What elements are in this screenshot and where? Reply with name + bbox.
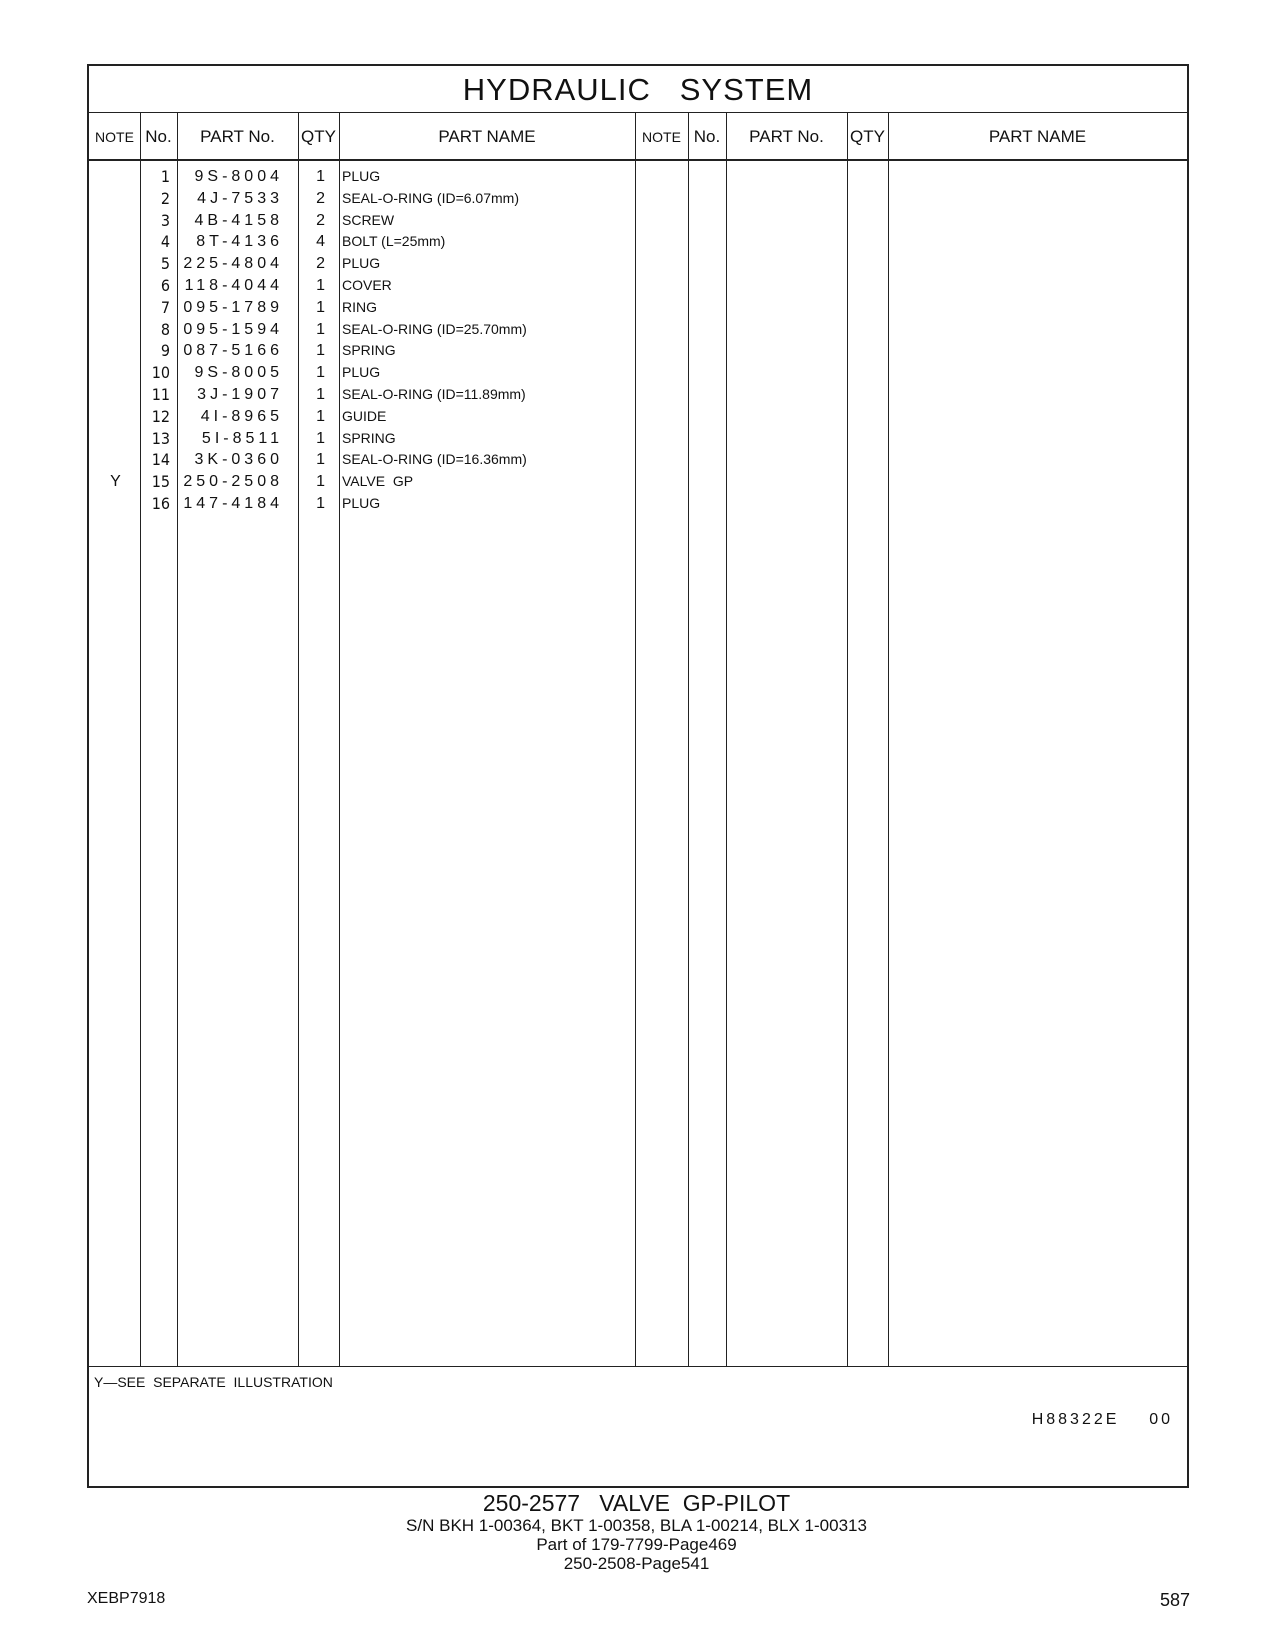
note-cell (89, 492, 142, 515)
note-cell (89, 165, 142, 188)
part-number-cell: 3J-1907 (197, 386, 283, 403)
item-number-cell: 8 (160, 319, 170, 339)
quantity-cell: 2 (316, 189, 325, 207)
note-cell (89, 405, 142, 428)
note-cell (89, 339, 142, 362)
quantity-cell: 1 (316, 429, 325, 447)
quantity-cell: 1 (316, 386, 325, 403)
note-cell (89, 296, 142, 319)
item-number-cell: 12 (151, 406, 170, 426)
part-name-cell: PLUG (342, 255, 381, 272)
note-cell (89, 361, 142, 384)
part-name-cell: SEAL-O-RING (ID=6.07mm) (342, 189, 519, 206)
item-number-cell: 13 (151, 428, 170, 448)
part-name-cell: SEAL-O-RING (ID=11.89mm) (342, 386, 526, 402)
quantity-cell: 4 (316, 233, 325, 251)
table-row (89, 427, 639, 450)
item-number-cell: 7 (160, 297, 170, 317)
column-divider (847, 113, 848, 1366)
item-number-cell: 6 (160, 276, 170, 295)
item-number-cell: 2 (160, 188, 170, 208)
table-row (89, 361, 639, 384)
note-cell (89, 274, 142, 297)
item-number-cell: 5 (160, 254, 170, 274)
part-name-cell: PLUG (342, 495, 381, 511)
table-row (89, 187, 639, 210)
col-header-qty-left: QTY (301, 127, 336, 146)
table-row (89, 230, 639, 253)
table-row (89, 209, 639, 232)
part-number-cell: 9S-8005 (194, 364, 283, 382)
col-header-partname-right: PART NAME (988, 127, 1087, 146)
drawing-code: H88322E 00 (1031, 1411, 1173, 1428)
quantity-cell: 1 (316, 298, 325, 316)
quantity-cell: 1 (316, 495, 325, 512)
table-row (89, 296, 639, 319)
footer-divider (89, 1366, 1187, 1367)
item-number-cell: 1 (160, 167, 170, 186)
quantity-cell: 1 (316, 277, 325, 294)
quantity-cell: 2 (316, 211, 325, 229)
item-number-cell: 3 (160, 210, 170, 230)
item-number-cell: 11 (151, 385, 170, 404)
table-row (89, 252, 639, 275)
part-number-cell: 095-1789 (183, 298, 283, 316)
table-row (89, 470, 639, 493)
item-number-cell: 4 (160, 232, 170, 252)
part-name-cell: COVER (342, 277, 392, 293)
part-name-cell: SEAL-O-RING (ID=16.36mm) (342, 451, 527, 468)
table-row (89, 492, 639, 515)
note-cell (89, 187, 142, 210)
part-number-cell: 5I-8511 (201, 429, 283, 447)
part-name-cell: SPRING (342, 342, 396, 359)
document-id: XEBP7918 (87, 1590, 166, 1607)
page-number: 587 (1159, 1590, 1190, 1610)
part-name-cell: SPRING (342, 429, 396, 446)
part-name-cell: RING (342, 298, 377, 315)
parent-reference: Part of 179-7799-Page469 (536, 1535, 737, 1554)
col-header-partno-right: PART No. (749, 127, 824, 146)
assembly-title: 250-2577 VALVE GP-PILOT (482, 1490, 791, 1516)
item-number-cell: 16 (151, 494, 170, 513)
col-header-no-left: No. (145, 127, 172, 146)
part-number-cell: 9S-8004 (194, 168, 283, 185)
table-row (89, 318, 639, 341)
quantity-cell: 1 (316, 320, 325, 338)
note-cell (89, 448, 142, 471)
note-cell (89, 318, 142, 341)
parts-table-frame (87, 64, 1189, 1488)
part-name-cell: BOLT (L=25mm) (342, 233, 446, 250)
quantity-cell: 2 (316, 255, 325, 273)
column-divider (726, 113, 727, 1366)
part-number-cell: 095-1594 (183, 320, 283, 338)
column-divider (888, 113, 889, 1366)
col-header-note-left: NOTE (95, 129, 134, 145)
table-row (89, 405, 639, 428)
part-number-cell: 225-4804 (183, 255, 283, 273)
part-number-cell: 147-4184 (183, 495, 283, 512)
table-row (89, 165, 639, 188)
legend-note: Y—SEE SEPARATE ILLUSTRATION (94, 1374, 333, 1390)
quantity-cell: 1 (316, 407, 325, 425)
part-number-cell: 087-5166 (183, 342, 283, 360)
col-header-qty-right: QTY (850, 127, 885, 146)
part-number-cell: 4B-4158 (194, 211, 283, 229)
col-header-no-right: No. (693, 127, 721, 146)
quantity-cell: 1 (316, 364, 325, 382)
note-cell (89, 209, 142, 232)
table-row (89, 448, 639, 471)
part-number-cell: 4I-8965 (200, 407, 283, 425)
part-number-cell: 8T-4136 (196, 233, 283, 251)
item-number-cell: 15 (151, 472, 170, 492)
col-header-partno-left: PART No. (200, 127, 275, 146)
assembly-reference: 250-2508-Page541 (563, 1554, 710, 1573)
quantity-cell: 1 (316, 168, 325, 185)
section-title: HYDRAULIC SYSTEM (89, 66, 1187, 113)
col-header-note-right: NOTE (642, 129, 681, 145)
note-cell: Y (110, 473, 121, 491)
item-number-cell: 9 (160, 341, 170, 361)
column-divider (688, 113, 689, 1366)
item-number-cell: 14 (151, 450, 170, 470)
note-cell (89, 230, 142, 253)
part-name-cell: VALVE GP (342, 473, 414, 490)
note-cell (89, 383, 142, 406)
item-number-cell: 10 (151, 363, 170, 383)
part-number-cell: 250-2508 (183, 473, 283, 491)
quantity-cell: 1 (316, 473, 325, 491)
note-cell (89, 427, 142, 450)
table-row (89, 339, 639, 362)
col-header-partname-left: PART NAME (438, 127, 536, 146)
part-name-cell: PLUG (342, 168, 381, 184)
note-cell (89, 252, 142, 275)
serial-numbers: S/N BKH 1-00364, BKT 1-00358, BLA 1-00214, BLX 1-00313 (406, 1516, 867, 1535)
table-row (89, 383, 639, 406)
part-number-cell: 118-4044 (184, 277, 283, 294)
quantity-cell: 1 (316, 342, 325, 360)
part-name-cell: PLUG (342, 364, 381, 381)
part-name-cell: GUIDE (342, 407, 387, 424)
part-name-cell: SEAL-O-RING (ID=25.70mm) (342, 320, 527, 337)
part-name-cell: SCREW (342, 211, 395, 228)
table-row (89, 274, 639, 297)
part-number-cell: 3K-0360 (194, 451, 283, 469)
part-number-cell: 4J-7533 (197, 189, 283, 207)
quantity-cell: 1 (316, 451, 325, 469)
